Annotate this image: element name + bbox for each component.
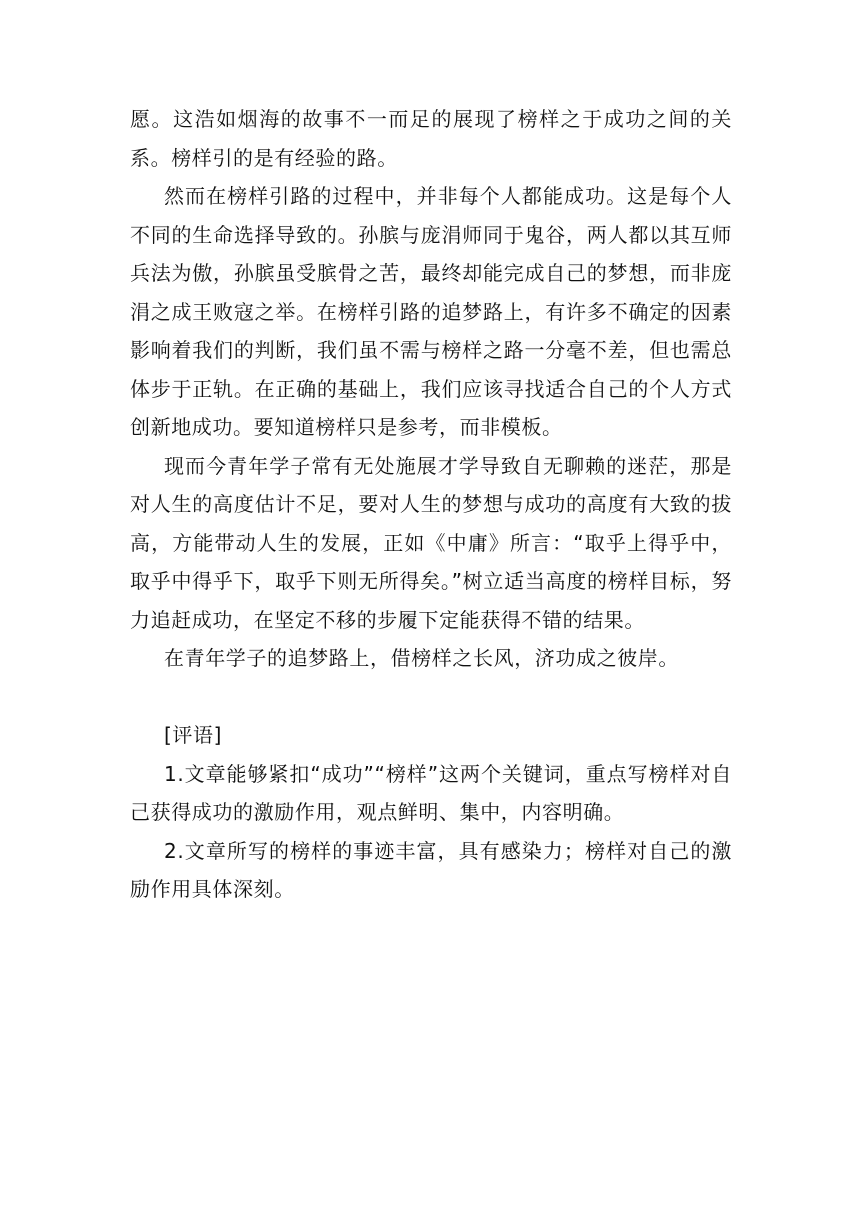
comment-heading: [评语]	[164, 723, 223, 747]
paragraph-role-model-path: 然而在榜样引路的过程中，并非每个人都能成功。这是每个人不同的生命选择导致的。孙膑与庞涓师同于鬼谷，两人都以其互师兵法为傲，孙膑虽受膑骨之苦，最终却能完成自己的梦想，而非庞涓之成王败寇之举。在榜样引路的追梦路上，有许多不确定的因素影响着我们的判断，我们虽不需与榜样之路一分毫不差，但也需总体步于正轨。在正确的基础上，我们应该寻找适合自己的个人方式创新地成功。要知道榜样只是参考，而非模板。	[130, 184, 732, 439]
document-page	[130, 100, 732, 909]
section-spacer	[130, 678, 732, 717]
paragraph-continuation: 愿。这浩如烟海的故事不一而足的展现了榜样之于成功之间的关系。榜样引的是有经验的路。	[130, 107, 732, 170]
comment-item-2: 2.文章所写的榜样的事迹丰富，具有感染力；榜样对自己的激励作用具体深刻。	[130, 838, 732, 901]
paragraph-conclusion: 在青年学子的追梦路上，借榜样之长风，济功成之彼岸。	[164, 646, 679, 670]
comment-item-1: 1.文章能够紧扣“成功”“榜样”这两个关键词，重点写榜样对自己获得成功的激励作用，观点鲜明、集中，内容明确。	[130, 761, 732, 824]
paragraph-youth-ambition: 现而今青年学子常有无处施展才学导致自无聊赖的迷茫，那是对人生的高度估计不足，要对人生的梦想与成功的高度有大致的拔高，方能带动人生的发展，正如《中庸》所言：“取乎上得乎中，取乎中得乎下，取乎下则无所得矣。”树立适当高度的榜样目标，努力追赶成功，在坚定不移的步履下定能获得不错的结果。	[130, 453, 732, 632]
